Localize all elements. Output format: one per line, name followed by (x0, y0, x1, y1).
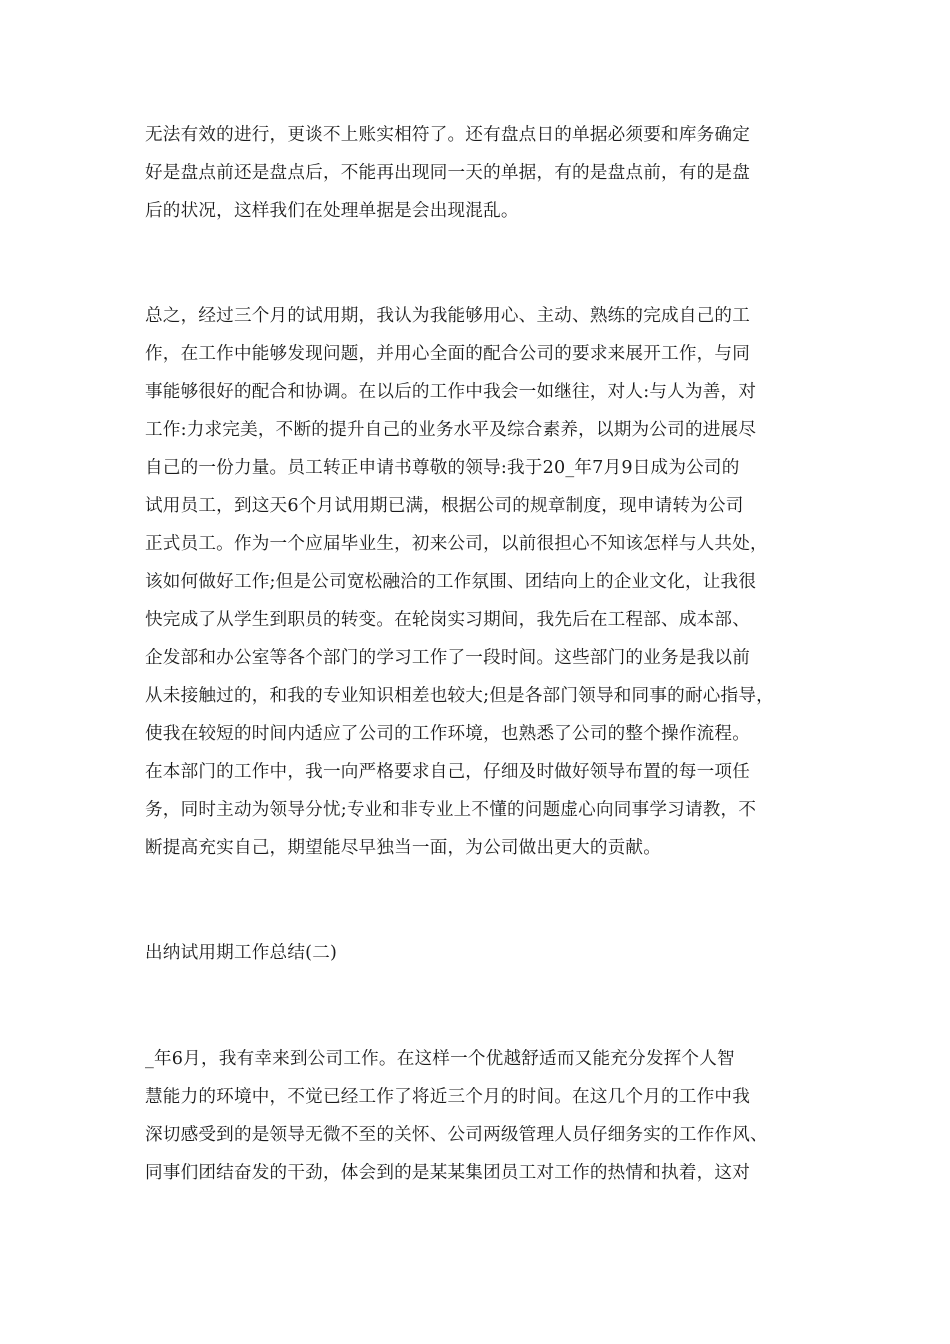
text-line: 使我在较短的时间内适应了公司的工作环境，也熟悉了公司的整个操作流程。 (145, 724, 750, 744)
text-line: 慧能力的环境中，不觉已经工作了将近三个月的时间。在这几个月的工作中我 (145, 1087, 750, 1107)
text-line: 作，在工作中能够发现问题，并用心全面的配合公司的要求来展开工作，与同 (145, 344, 750, 364)
text-line: 深切感受到的是领导无微不至的关怀、公司两级管理人员仔细务实的工作作风、 (145, 1125, 768, 1145)
text-line: 正式员工。作为一个应届毕业生，初来公司，以前很担心不知该怎样与人共处， (145, 534, 768, 554)
section-title: 出纳试用期工作总结(二) (145, 943, 338, 963)
text-line: 无法有效的进行，更谈不上账实相符了。还有盘点日的单据必须要和库务确定 (145, 125, 750, 145)
text-line: _年6月，我有幸来到公司工作。在这样一个优越舒适而又能充分发挥个人智 (145, 1049, 735, 1069)
text-line: 同事们团结奋发的干劲，体会到的是某某集团员工对工作的热情和执着，这对 (145, 1163, 750, 1183)
text-line: 该如何做好工作;但是公司宽松融洽的工作氛围、团结向上的企业文化，让我很 (145, 572, 757, 592)
text-line: 在本部门的工作中，我一向严格要求自己，仔细及时做好领导布置的每一项任 (145, 762, 750, 782)
text-line: 快完成了从学生到职员的转变。在轮岗实习期间，我先后在工程部、成本部、 (145, 610, 750, 630)
text-line: 试用员工，到这天6个月试用期已满，根据公司的规章制度，现申请转为公司 (145, 496, 744, 516)
text-line: 企发部和办公室等各个部门的学习工作了一段时间。这些部门的业务是我以前 (145, 648, 750, 668)
text-line: 断提高充实自己，期望能尽早独当一面，为公司做出更大的贡献。 (145, 838, 662, 858)
text-line: 从未接触过的，和我的专业知识相差也较大;但是各部门领导和同事的耐心指导， (145, 686, 774, 706)
text-line: 事能够很好的配合和协调。在以后的工作中我会一如继往，对人:与人为善，对 (145, 382, 757, 402)
text-line: 后的状况，这样我们在处理单据是会出现混乱。 (145, 201, 519, 221)
text-line: 务，同时主动为领导分忧;专业和非专业上不懂的问题虚心向同事学习请教，不 (145, 800, 757, 820)
text-line: 工作:力求完美，不断的提升自己的业务水平及综合素养，以期为公司的进展尽 (145, 420, 757, 440)
text-line: 自己的一份力量。员工转正申请书尊敬的领导:我于20_年7月9日成为公司的 (145, 458, 740, 478)
text-line: 总之，经过三个月的试用期，我认为我能够用心、主动、熟练的完成自己的工 (145, 306, 750, 326)
text-line: 好是盘点前还是盘点后，不能再出现同一天的单据，有的是盘点前，有的是盘 (145, 163, 750, 183)
